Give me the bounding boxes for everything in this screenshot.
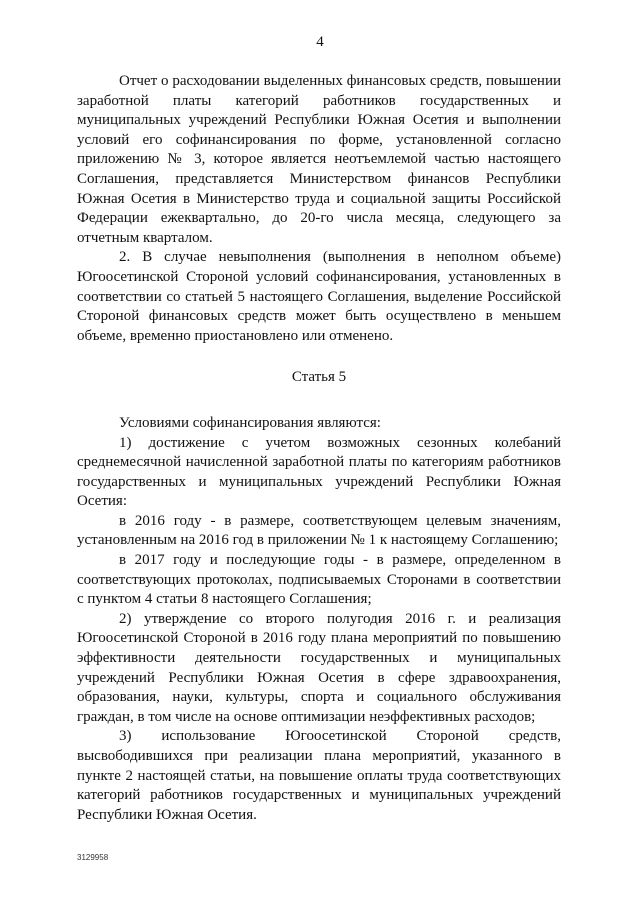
document-body (77, 72, 561, 825)
paragraph-condition-2017: в 2017 году и последующие годы - в размере, определенном в соответствующих протоколах, подписываемых Сторонами в соответствии с пунктом 4 статьи 8 настоящего Соглашения; (77, 552, 561, 608)
article-heading: Статья 5 (291, 369, 347, 386)
paragraph-condition-3: 3) использование Югоосетинской Стороной средств, высвободившихся при реализации плана мероприятий, указанного в пункте 2 настоящей статьи, на повышение оплаты труда соответствующих категорий работников государственных и муниципальных учреждений Республики Южная Осетия. (77, 728, 561, 823)
document-code: 3129958 (77, 853, 109, 862)
paragraph-condition-2016: в 2016 году - в размере, соответствующем целевым значениям, установленным на 2016 год в приложении № 1 к настоящему Соглашению; (77, 512, 561, 549)
paragraph-condition-1: 1) достижение с учетом возможных сезонных колебаний среднемесячной начисленной заработной платы по категориям работников государственных и муниципальных учреждений Республики Южная Осетия: (77, 434, 561, 510)
paragraph-item-2: 2. В случае невыполнения (выполнения в неполном объеме) Югоосетинской Стороной условий софинансирования, установленных в соответствии со статьей 5 настоящего Соглашения, выделение Российской Стороной финансовых средств может быть осуществлено в меньшем объеме, временно приостановлено или отменено. (77, 249, 561, 344)
paragraph-report: Отчет о расходовании выделенных финансовых средств, повышении заработной платы категорий работников государственных и муниципальных учреждений Республики Южная Осетия и выполнении условий его софинансирования по форме, установленной согласно приложению № 3, которое является неотъемлемой частью настоящего Соглашения, представляется Министерством финансов Республики Южная Осетия в Министерство труда и социальной защиты Российской Федерации ежеквартально, до 20-го числа месяца, следующего за отчетным кварталом. (77, 73, 561, 246)
page-number: 4 (316, 34, 324, 50)
paragraph-conditions-intro: Условиями софинансирования являются: (119, 414, 381, 431)
paragraph-condition-2: 2) утверждение со второго полугодия 2016 г. и реализация Югоосетинской Стороной в 2016 году плана мероприятий по повышению эффективности деятельности государственных и муниципальных учреждений Республики Южная Осетия в сфере здравоохранения, образования, науки, культуры, спорта и социального обслуживания граждан, в том числе на основе оптимизации неэффективных расходов; (77, 610, 561, 725)
